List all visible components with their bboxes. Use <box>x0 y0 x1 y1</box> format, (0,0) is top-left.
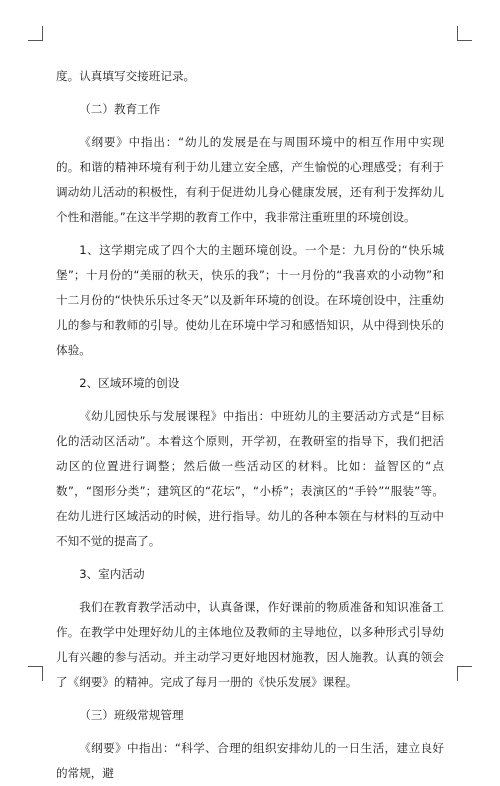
crop-mark-bottom-right <box>457 666 472 681</box>
paragraph-continued: 度。认真填写交接班记录。 <box>56 69 196 83</box>
crop-mark-bottom-left <box>28 666 43 681</box>
section-heading-education: （二）教育工作 <box>79 102 161 116</box>
subheading-area-environment: 2、区域环境的创设 <box>79 376 180 390</box>
paragraph-area-activities: 《幼儿园快乐与发展课程》中指出：中班幼儿的主要活动方式是“目标化的活动区活动”。本着这个原则，开学初，在教研室的指导下，我们把活动区的位置进行调整；然后做一些活动区的材料。比如：益智区的“点数”，“图形分类”；建筑区的“花坛”，“小桥”；表演区的“手铃”“服装”等。在幼儿进行区域活动的时候，进行指导。幼儿的各种本领在与材料的互动中不知不觉的提高了。 <box>56 409 444 548</box>
paragraph-teaching-activities: 我们在教育教学活动中，认真备课，作好课前的物质准备和知识准备工作。在教学中处理好幼儿的主体地位及教师的主导地位，以多种形式引导幼儿有兴趣的参与活动。并主动学习更好地因材施教，因人施教。认真的领会了《纲要》的精神。完成了每月一册的《快乐发展》课程。 <box>56 600 444 689</box>
section-heading-class-management: （三）班级常规管理 <box>79 708 184 722</box>
crop-mark-top-right <box>457 26 472 41</box>
crop-mark-top-left <box>28 26 43 41</box>
paragraph-guideline-environment: 《纲要》中指出：“幼儿的发展是在与周围环境中的相互作用中实现的。和谐的精神环境有利于幼儿建立安全感，产生愉悦的心理感受；有利于调动幼儿活动的积极性，有利于促进幼儿身心健康发展，还有利于发挥幼儿个性和潜能。”在这半学期的教育工作中，我非常注重班里的环境创设。 <box>56 135 444 224</box>
paragraph-daily-routine: 《纲要》中指出：“科学、合理的组织安排幼儿的一日生活，建立良好的常规，避 <box>56 741 444 780</box>
document-body <box>56 64 444 786</box>
paragraph-theme-environments: 1、这学期完成了四个大的主题环境创设。一个是：九月份的“快乐城堡”；十月份的“美丽的秋天，快乐的我”；十一月份的“我喜欢的小动物”和十二月份的“快快乐乐过冬天”以及新年环境的创设。在环境创设中，注重幼儿的参与和教师的引导。使幼儿在环境中学习和感悟知识，从中得到快乐的体验。 <box>56 243 444 357</box>
subheading-indoor-activities: 3、室内活动 <box>79 567 145 581</box>
